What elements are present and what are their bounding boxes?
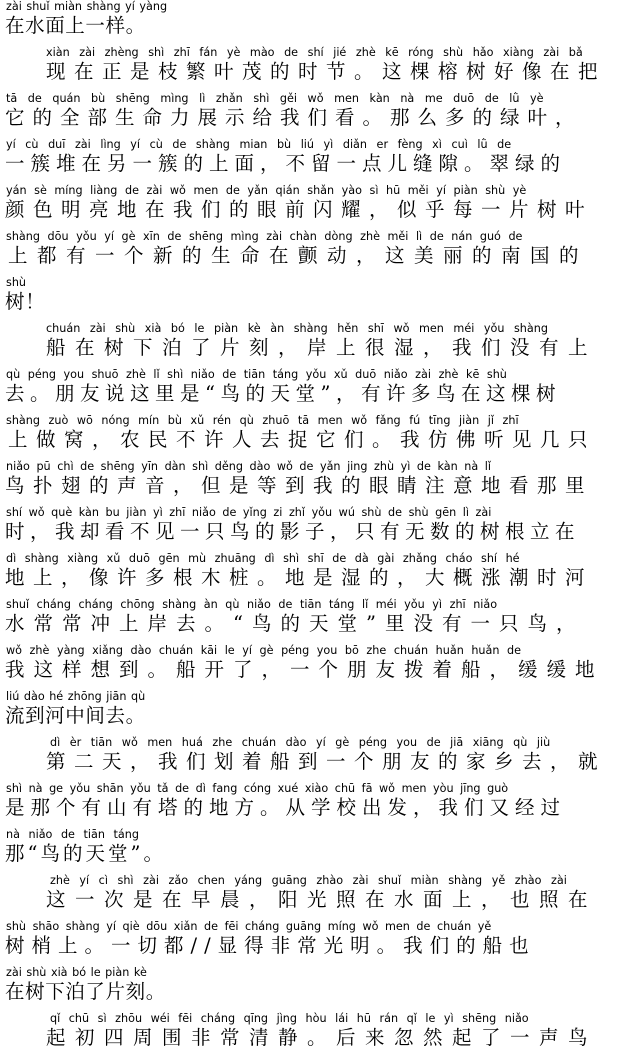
pinyin-line: zài shù xià bó le piàn kè — [6, 966, 147, 979]
text-line: 在树下泊了片刻。 — [5, 980, 166, 1003]
pinyin-line: shù shāo shàng yí qiè dōu xiǎn de fēi cháng guāng míng wǒ men de chuán yě — [6, 920, 492, 933]
text-line: 这一次是在早晨，阳光照在水面上，也照在 — [46, 888, 598, 911]
pinyin-line: shàng dōu yǒu yí gè xīn de shēng mìng zài chàn dòng zhè měi lì de nán guó de — [6, 230, 523, 243]
text-line: 水常常冲上岸去。“鸟的天堂”里没有一只鸟， — [5, 612, 585, 635]
pinyin-line: niǎo pū chì de shēng yīn dàn shì děng dào wǒ de yǎn jing zhù yì de kàn nà lǐ — [6, 460, 491, 473]
text-line: 鸟扑翅的声音，但是等到我的眼睛注意地看那里 — [5, 474, 594, 497]
text-line: 上都有一个新的生命在颤动，这美丽的南国的 — [8, 244, 589, 267]
text-line: 时，我却看不见一只鸟的影子，只有无数的树根立在 — [5, 520, 581, 543]
text-line: 我这样想到。船开了，一个朋友拨着船，缓缓地 — [5, 658, 604, 681]
text-line: 树！ — [5, 290, 46, 313]
pinyin-line: tā de quán bù shēng mìng lì zhǎn shì gěi wǒ men kàn nà me duō de lǜ yè — [6, 92, 544, 105]
pinyin-line: shí wǒ què kàn bu jiàn yì zhī niǎo de yǐng zi zhǐ yǒu wú shù de shù gēn lì zài — [6, 506, 492, 519]
pinyin-line: xiàn zài zhèng shì zhī fán yè mào de shí jié zhè kē róng shù hǎo xiàng zài bǎ — [46, 46, 583, 59]
text-line: 现在正是枝繁叶茂的时节。这棵榕树好像在把 — [46, 60, 607, 83]
text-line: 那“鸟的天堂”。 — [5, 842, 166, 865]
pinyin-line: qǐ chū sì zhōu wéi fēi cháng qīng jìng hòu lái hū rán qǐ le yì shēng niǎo — [50, 1012, 529, 1025]
pinyin-line: zhè yí cì shì zài zǎo chen yáng guāng zhào zài shuǐ miàn shàng yě zhào zài — [50, 874, 567, 887]
pinyin-line: dì èr tiān wǒ men huá zhe chuán dào yí gè péng you de jiā xiāng qù jiù — [50, 736, 551, 749]
text-line: 是那个有山有塔的地方。从学校出发，我们又经过 — [5, 796, 567, 819]
pinyin-line: wǒ zhè yàng xiǎng dào chuán kāi le yí gè péng you bō zhe chuán huǎn huǎn de — [6, 644, 522, 657]
text-line: 树梢上。一切都//显得非常光明。我们的船也 — [5, 934, 536, 957]
pinyin-line: shù — [6, 276, 27, 289]
text-line: 它的全部生命力展示给我们看。那么多的绿叶， — [5, 106, 583, 129]
text-line: 起初四周围非常清静。后来忽然起了一声鸟 — [46, 1026, 598, 1049]
pinyin-line: yán sè míng liàng de zài wǒ men de yǎn qián shǎn yào sì hū měi yí piàn shù yè — [6, 184, 527, 197]
text-line: 上做窝，农民不许人去捉它们。我仿佛听见几只 — [8, 428, 597, 451]
text-line: 地上，像许多根木桩。地是湿的，大概涨潮时河 — [5, 566, 594, 589]
pinyin-line: liú dào hé zhōng jiān qù — [6, 690, 146, 703]
text-line: 船在树下泊了片刻，岸上很湿，我们没有上 — [46, 336, 598, 359]
text-line: 第二天，我们划着船到一个朋友的家乡去，就 — [46, 750, 607, 773]
pinyin-line: zài shuǐ miàn shàng yí yàng — [6, 0, 168, 13]
pinyin-line: shuǐ cháng cháng chōng shàng àn qù niǎo de tiān táng lǐ méi yǒu yì zhī niǎo — [6, 598, 498, 611]
text-line: 去。朋友说这里是“鸟的天堂”，有许多鸟在这棵树 — [5, 382, 561, 405]
text-line: 在水面上一样。 — [5, 14, 146, 37]
text-line: 一簇堆在另一簇的上面，不留一点儿缝隙。翠绿的 — [5, 152, 567, 175]
pinyin-line: shì nà ge yǒu shān yǒu tǎ de dì fang cóng xué xiào chū fā wǒ men yòu jīng guò — [6, 782, 509, 795]
text-line: 流到河中间去。 — [5, 704, 146, 727]
pinyin-line: yí cù duī zài lìng yí cù de shàng mian bù liú yì diǎn er fèng xì cuì lǜ de — [6, 138, 512, 151]
pinyin-line: chuán zài shù xià bó le piàn kè àn shàng hěn shī wǒ men méi yǒu shàng — [46, 322, 548, 335]
pinyin-line: nà niǎo de tiān táng — [6, 828, 139, 841]
pinyin-line: dì shàng xiàng xǔ duō gēn mù zhuāng dì shì shī de dà gài zhǎng cháo shí hé — [6, 552, 520, 565]
text-line: 颜色明亮地在我们的眼前闪耀，似乎每一片树叶 — [5, 198, 594, 221]
pinyin-line: qù péng you shuō zhè lǐ shì niǎo de tiān táng yǒu xǔ duō niǎo zài zhè kē shù — [6, 368, 507, 381]
pinyin-line: shàng zuò wō nóng mín bù xǔ rén qù zhuō tā men wǒ fǎng fú tīng jiàn jǐ zhī — [6, 414, 519, 427]
